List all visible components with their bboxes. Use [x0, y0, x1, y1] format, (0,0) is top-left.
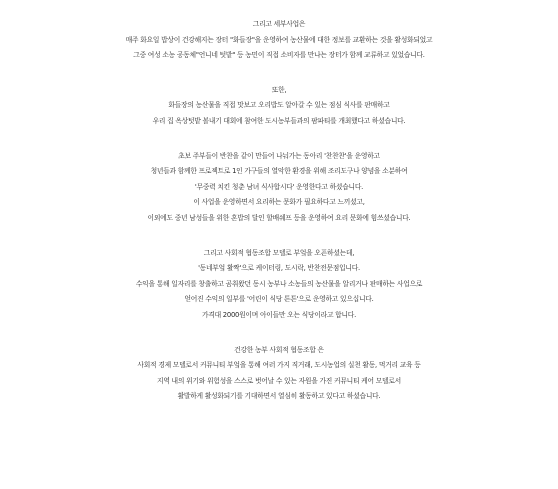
paragraph: [0, 83, 558, 130]
text-line: 수익을 통해 일자리를 창출하고 곰취왔던 동시 농부나 소농들의 농산물을 알리거나 판매하는 사업으로: [135, 279, 423, 288]
text-line: 활발하게 활성화되기를 기대하면서 열심히 활동하고 있다고 하셨습니다.: [177, 392, 381, 401]
text-line: 그리고 세부사업은: [252, 20, 306, 28]
text-line: 이 사업을 운영하면서 요리하는 문화가 필요하다고 느끼셨고,: [193, 198, 365, 207]
text-line: 또한,: [271, 85, 287, 94]
text-line: 사회적 경제 모델로서 커뮤니티 부엌을 통해 여러 가지 직거래, 도시농업의 실천 활동, 먹거리 교육 등: [137, 361, 421, 370]
text-line: 가격대 2000원이며 아이들만 오는 식당이라고 합니다.: [201, 310, 357, 319]
text-line: 우리 집 옥상텃밭 볼내기 대회에 참여한 도시농부들과의 팜파티를 개최했다고 하셨습니다.: [152, 116, 406, 125]
text-line: 화들장의 농산물을 직접 맛보고 오리밥도 알아갈 수 있는 점심 식사를 판매하고: [168, 101, 390, 110]
text-line: '동네부엌 활짝'으로 케이터링, 도시락, 반찬전문점입니다.: [198, 264, 360, 273]
article-body: [0, 17, 558, 424]
paragraph: [0, 17, 558, 64]
text-line: 그중 여성 소농 공동체"언니네 텃밭" 등 농민이 직접 소비자를 만나는 장터가 함께 교류하고 있었습니다.: [133, 51, 425, 60]
text-line: 매주 화요일 밥상이 건강해지는 장터 "화들장"을 운영하여 농산물에 대한 정보를 교환하는 것을 활성화되었고: [125, 35, 433, 44]
paragraph: [0, 343, 558, 405]
text-line: 얻어진 수익의 일부를 '어린이 식당 튼튼'으로 운영하고 있으십니다.: [184, 295, 374, 304]
text-line: 이외에도 중년 남성들을 위한 혼밥의 달인 할배쉐프 등을 운영하여 요리 문화에 힘쓰셨습니다.: [147, 213, 411, 222]
text-line: 청년들과 함께한 프로젝트로 1인 가구들의 열악한 환경을 위해 조리도구나 양념을 소분하여: [150, 167, 408, 176]
paragraph: [0, 246, 558, 324]
text-line: 그리고 사회적 협동조합 모델로 부엌을 오픈하셨는데,: [203, 248, 355, 257]
text-line: 지역 내의 위기와 위험성을 스스로 벗어날 수 있는 자원을 가진 커뮤니티 케어 모델로서: [157, 376, 401, 385]
text-line: '무중력 치킨 청춘 남녀 식사합시다' 운영한다고 하셨습니다.: [194, 182, 364, 191]
paragraph: [0, 149, 558, 227]
text-line: 초보 주부들이 반찬을 같이 만들어 나눠가는 동아리 '찬찬찬'을 운영하고: [178, 151, 380, 160]
text-line: 건강한 농부 사회적 협동조합 은: [234, 345, 324, 354]
